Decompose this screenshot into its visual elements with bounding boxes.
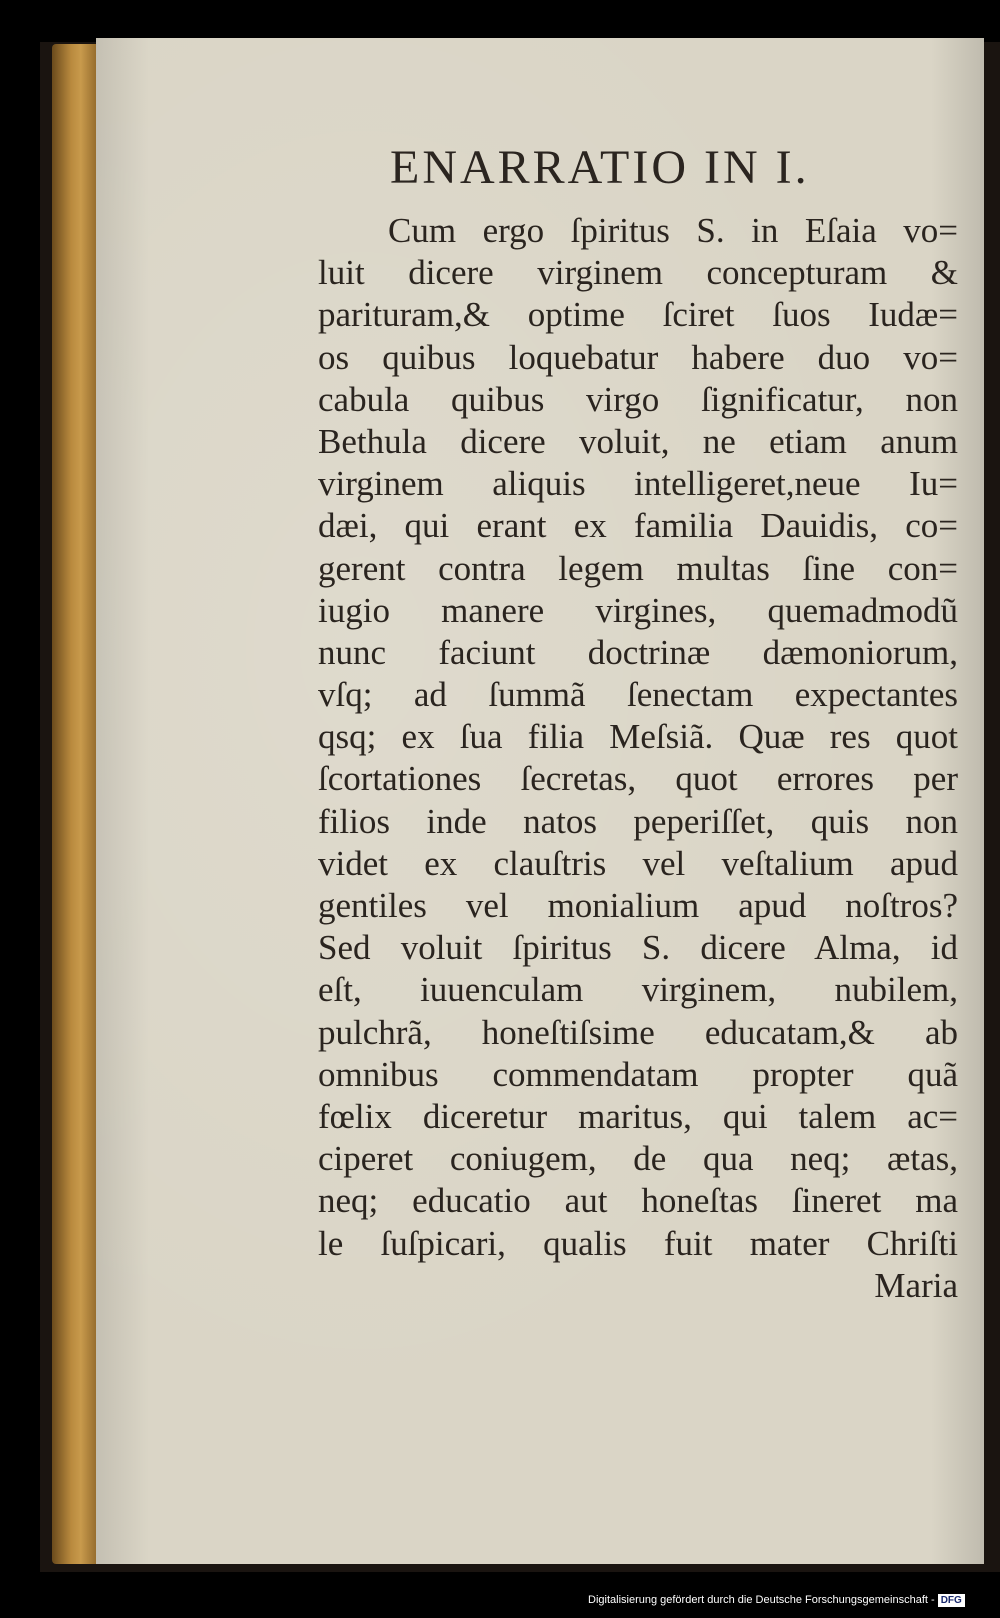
text-line: ſcortationes ſecretas, quot errores per: [318, 759, 958, 799]
text-line: filios inde natos peperiſſet, quis non: [318, 801, 958, 841]
page-edges: [52, 44, 100, 1564]
text-line: dæi, qui erant ex familia Dauidis, co=: [318, 506, 958, 546]
dfg-logo: DFG: [938, 1594, 965, 1607]
text-line: iugio manere virgines, quemadmodũ: [318, 590, 958, 630]
text-line: Sed voluit ſpiritus S. dicere Alma, id: [318, 928, 958, 968]
text-line: Cum ergo ſpiritus S. in Eſaia vo=: [388, 211, 958, 250]
text-line: Bethula dicere voluit, ne etiam anum: [318, 421, 958, 461]
digitization-footer: [588, 1594, 1000, 1614]
text-line: le ſuſpicari, qualis fuit mater Chriſti: [318, 1223, 958, 1263]
text-line: fœlix diceretur maritus, qui talem ac=: [318, 1096, 958, 1136]
footer-text: Digitalisierung gefördert durch die Deutsche Forschungsgemeinschaft -: [588, 1594, 935, 1606]
text-line: virginem aliquis intelligeret,neue Iu=: [318, 464, 958, 504]
text-line: cabula quibus virgo ſignificatur, non: [318, 379, 958, 419]
text-line: qsq; ex ſua filia Meſsiã. Quæ res quot: [318, 717, 958, 757]
text-line: pulchrã, honeſtiſsime educatam,& ab: [318, 1012, 958, 1052]
text-line: videt ex clauſtris vel veſtalium apud: [318, 843, 958, 883]
running-header: ENARRATIO IN I.: [390, 141, 810, 194]
text-line: nunc faciunt doctrinæ dæmoniorum,: [318, 632, 958, 672]
text-line: gerent contra legem multas ſine con=: [318, 548, 958, 588]
text-line: eſt, iuuenculam virginem, nubilem,: [318, 970, 958, 1010]
text-line: luit dicere virginem concepturam &: [318, 253, 958, 293]
text-line: gentiles vel monialium apud noſtros?: [318, 886, 958, 925]
text-line: parituram,& optime ſciret ſuos Iudæ=: [318, 295, 958, 335]
body-text: [318, 210, 958, 1307]
text-line: omnibus commendatam propter quã: [318, 1054, 958, 1094]
text-line: ciperet coniugem, de qua neq; ætas,: [318, 1139, 958, 1179]
text-line: neq; educatio aut honeſtas ſineret ma: [318, 1181, 958, 1221]
text-line: os quibus loquebatur habere duo vo=: [318, 337, 958, 377]
catchword: Maria: [874, 1265, 958, 1305]
text-line: vſq; ad ſummã ſenectam expectantes: [318, 675, 958, 715]
